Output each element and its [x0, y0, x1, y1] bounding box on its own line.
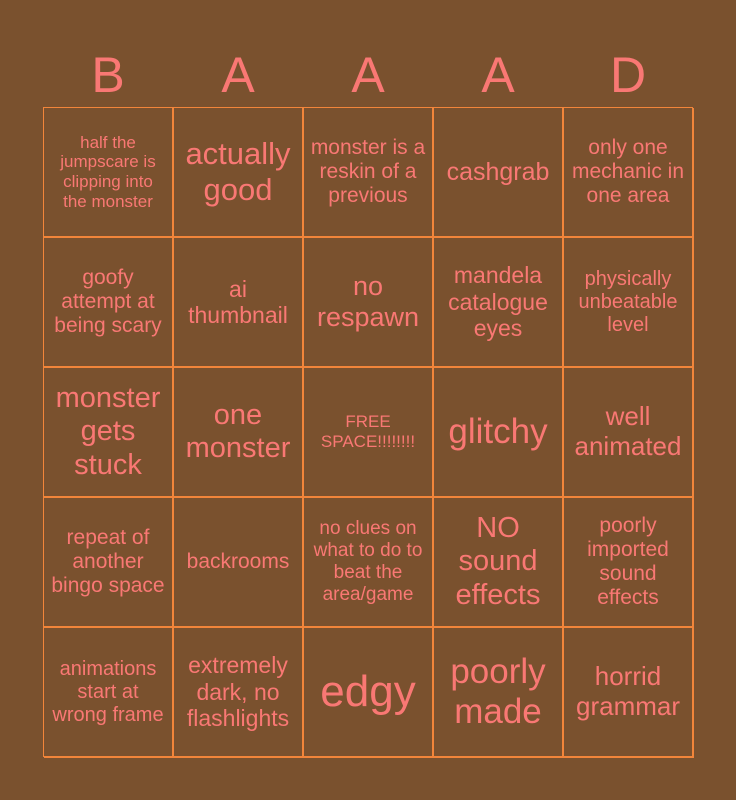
bingo-cell-r4c1[interactable] — [44, 498, 174, 628]
header-letter-a1: A — [221, 47, 255, 103]
bingo-cell-r5c1[interactable] — [44, 628, 174, 758]
cell-text: only one mechanic in one area — [571, 135, 685, 208]
bingo-cell-r2c2[interactable] — [174, 238, 304, 368]
cell-text: one monster — [185, 398, 291, 464]
cell-text: extremely dark, no flashlights — [186, 652, 290, 732]
cell-text: monster gets stuck — [55, 381, 161, 481]
bingo-cell-free-space[interactable] — [304, 368, 434, 498]
bingo-cell-r1c4[interactable] — [434, 108, 564, 238]
cell-text: cashgrab — [446, 157, 550, 186]
cell-text: glitchy — [448, 411, 548, 451]
bingo-cell-r2c1[interactable] — [44, 238, 174, 368]
bingo-cell-r4c2[interactable] — [174, 498, 304, 628]
bingo-cell-r1c5[interactable] — [564, 108, 694, 238]
cell-text: no respawn — [316, 270, 420, 332]
bingo-grid — [43, 107, 693, 757]
cell-text: mandela catalogue eyes — [448, 262, 548, 342]
bingo-cell-r1c1[interactable] — [44, 108, 174, 238]
cell-text: actually good — [185, 136, 291, 207]
bingo-cell-r4c3[interactable] — [304, 498, 434, 628]
cell-text: poorly made — [450, 651, 546, 731]
header-letter-d: D — [609, 47, 647, 103]
header-letter-a3: A — [481, 47, 515, 103]
bingo-cell-r3c1[interactable] — [44, 368, 174, 498]
cell-text: backrooms — [186, 549, 290, 573]
bingo-cell-r4c5[interactable] — [564, 498, 694, 628]
bingo-cell-r3c5[interactable] — [564, 368, 694, 498]
cell-text: well animated — [574, 401, 682, 461]
cell-text: edgy — [320, 666, 416, 716]
cell-text: physically unbeatable level — [578, 267, 678, 336]
bingo-cell-r2c4[interactable] — [434, 238, 564, 368]
cell-text: goofy attempt at being scary — [54, 265, 162, 338]
cell-text: ai thumbnail — [188, 275, 288, 328]
header-letter-b: B — [91, 47, 125, 103]
bingo-cell-r5c2[interactable] — [174, 628, 304, 758]
bingo-cell-r2c3[interactable] — [304, 238, 434, 368]
bingo-cell-r5c4[interactable] — [434, 628, 564, 758]
cell-text: repeat of another bingo space — [51, 525, 165, 598]
bingo-cell-r5c5[interactable] — [564, 628, 694, 758]
bingo-cell-r4c4[interactable] — [434, 498, 564, 628]
bingo-cell-r3c2[interactable] — [174, 368, 304, 498]
cell-text: half the jumpscare is clipping into the monster — [60, 132, 156, 211]
cell-text: horrid grammar — [575, 661, 680, 721]
bingo-cell-r3c4[interactable] — [434, 368, 564, 498]
cell-text: NO sound effects — [455, 511, 541, 611]
bingo-cell-r5c3[interactable] — [304, 628, 434, 758]
cell-text: no clues on what to do to beat the area/game — [313, 518, 423, 605]
bingo-cell-r1c3[interactable] — [304, 108, 434, 238]
bingo-cell-r1c2[interactable] — [174, 108, 304, 238]
bingo-header — [43, 44, 693, 106]
cell-text: monster is a reskin of a previous — [310, 135, 426, 208]
header-letter-a2: A — [351, 47, 385, 103]
cell-text: FREE SPACE!!!!!!!! — [320, 412, 416, 451]
bingo-cell-r2c5[interactable] — [564, 238, 694, 368]
cell-text: poorly imported sound effects — [587, 513, 669, 610]
cell-text: animations start at wrong frame — [52, 657, 164, 726]
